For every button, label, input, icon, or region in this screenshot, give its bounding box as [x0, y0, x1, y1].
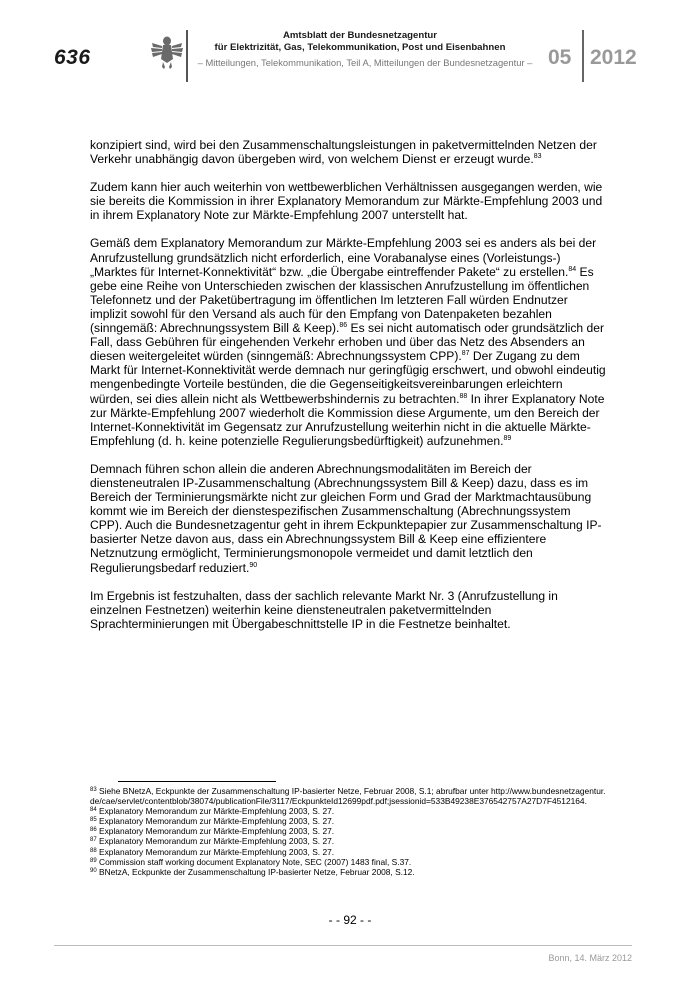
footnote-number: 89 — [90, 857, 97, 864]
footnote — [90, 836, 610, 846]
footnote-text: Explanatory Memorandum zur Märkte-Empfehlung 2003, S. 27. — [96, 836, 335, 847]
footnote-number: 83 — [90, 787, 97, 793]
paragraph-3-text-5: In ihrer Explanatory Note zur Märkte-Empfehlung 2007 wiederholt die Kommission diese Argumente, um den Bereich der Internet-Konnektivität im Gegensatz zur Anrufzustellung weiterhin nicht in die aktuelle Märkte-Empfehlung (d. h. keine potenzielle Regulierungsbedürftigkeit) aufzunehmen. — [90, 391, 605, 448]
paragraph-1 — [90, 138, 606, 166]
issue-number: 05 — [548, 46, 572, 69]
main-text — [90, 138, 606, 645]
footnote — [90, 826, 610, 836]
publication-title-line2: für Elektrizität, Gas, Telekommunikation, Post und Eisenbahnen — [214, 42, 506, 53]
page-header — [0, 0, 700, 100]
footnote-ref-84: 84 — [568, 265, 577, 273]
paragraph-2: Zudem kann hier auch weiterhin von wettbewerblichen Verhältnissen ausgegangen werden, wie sie bereits die Kommission in ihrer Explanatory Memorandum zur Märkte-Empfehlung 2003 und in ihrem Explanatory Note zur Märkte-Empfehlung 2007 unterstellt hat. — [90, 180, 603, 223]
header-divider-left — [186, 30, 188, 82]
footnote-ref-83: 83 — [533, 153, 542, 161]
footnote-ref-88: 88 — [459, 392, 468, 400]
footnote-ref-87: 87 — [461, 350, 470, 358]
footnote-text: Explanatory Memorandum zur Märkte-Empfehlung 2003, S. 27. — [96, 826, 335, 837]
footnote-number: 85 — [90, 817, 97, 824]
paragraph-3 — [90, 236, 606, 447]
paragraph-1-text: konzipiert sind, wird bei den Zusammenschaltungsleistungen in paketvermittelnden Netzen der Verkehr unabhängig davon übergeben wird, von welchem Dienst er erzeugt wurde. — [90, 138, 597, 167]
publication-title-line1: Amtsblatt der Bundesnetzagentur — [282, 30, 438, 41]
paragraph-4-text: Demnach führen schon allein die anderen Abrechnungsmodalitäten im Bereich der diensteneutralen IP-Zusammenschaltung (Abrechnungssystem Bill & Keep) dazu, dass es im Bereich der Terminierungsmärkte nicht zur gleichen Form und Grad der Marktmachtausübung kommt wie im Bereich der dienstespezifischen Zusammenschaltung (Abrechnungssystem CPP). Auch die Bundesnetzagentur geht in ihrem Eckpunktepapier zur Zusammenschaltung IP-basierter Netze davon aus, dass ein Abrechnungssystem Bill & Keep eine effizientere Netznutzung ermöglicht, Terminierungsmonopole vermeidet und damit letztlich den Regulierungsbedarf reduziert. — [90, 461, 602, 575]
footnote — [90, 847, 610, 857]
issue-year: 2012 — [590, 46, 637, 69]
paragraph-3-text-1: Gemäß dem Explanatory Memorandum zur Märkte-Empfehlung 2003 sei es anders als bei der Anrufzustellung grundsätzlich nicht erforderlich, eine Vorabanalyse eines (Vorleistungs-) „Marktes für Internet-Konnektivität“ bzw. „die Übergabe eintreffender Pakete“ zu erstellen. — [90, 236, 597, 279]
footnote — [90, 816, 610, 826]
paragraph-3-text-3: Es sei nicht automatisch oder grundsätzlich der Fall, dass Gebühren für eingehenden Verkehr erhoben und über das Netz des Absenders an diesen weitergeleitet würden (sinngemäß: Abrechnungssystem CPP). — [90, 321, 604, 364]
footnote-text: Explanatory Memorandum zur Märkte-Empfehlung 2003, S. 27. — [96, 816, 335, 827]
paragraph-4 — [90, 462, 606, 575]
footnote-text: Explanatory Memorandum zur Märkte-Empfehlung 2003, S. 27. — [96, 846, 335, 857]
footnotes — [90, 786, 610, 877]
footnote-text: Explanatory Memorandum zur Märkte-Empfehlung 2003, S. 27. — [96, 806, 335, 817]
paragraph-3-text-2: Es gebe eine Reihe von Unterschieden zwischen der klassischen Anrufzustellung im öffentlichen Telefonnetz und der Paketübertragung im öffentlichen Im letzteren Fall würden Endnutzer implizit sowohl für den Versand als auch für den Empfang von Datenpaketen bezahlen (sinngemäß: Abrechnungssystem Bill & Keep). — [90, 264, 594, 336]
footnote — [90, 786, 610, 806]
footnote-number: 84 — [90, 807, 97, 814]
footnote-number: 88 — [90, 847, 97, 854]
footnote-number: 87 — [90, 837, 97, 844]
inner-page-number: - - 92 - - — [328, 913, 372, 927]
publication-date: Bonn, 14. März 2012 — [548, 953, 632, 963]
footnote-text: BNetzA, Eckpunkte der Zusammenschaltung IP-basierter Netze, Februar 2008, S.12. — [96, 866, 415, 877]
publication-title — [190, 30, 530, 54]
page-number: 636 — [54, 46, 91, 69]
footnote — [90, 867, 610, 877]
footnote-ref-86: 86 — [339, 322, 348, 330]
footnote-separator — [118, 781, 276, 782]
footnote — [90, 806, 610, 816]
header-divider-right — [582, 30, 584, 82]
publication-subtitle: – Mitteilungen, Telekommunikation, Teil A, Mitteilungen der Bundesnetzagentur – — [197, 57, 533, 68]
footer-divider — [54, 945, 632, 946]
footnote-text: Siehe BNetzA, Eckpunkte der Zusammenschaltung IP-basierter Netze, Februar 2008, S.1; abrufbar unter http://www.bundesnetzagentur.de/cae/servlet/contentblob/38074/publicationFile/3117/EckpunkteId12699pdf.pdf;jsessionid=533B49238E376542757A27D7F4512164. — [90, 786, 606, 807]
footnote — [90, 857, 610, 867]
footnote-text: Commission staff working document Explanatory Note, SEC (2007) 1483 final, S.37. — [96, 856, 412, 867]
paragraph-5: Im Ergebnis ist festzuhalten, dass der sachlich relevante Markt Nr. 3 (Anrufzustellung in einzelnen Festnetzen) weiterhin keine diensteneutralen paketvermittelnden Sprachterminierungen mit Übergabeschnittstelle IP in die Festnetze beinhaltet. — [90, 588, 558, 631]
paragraph-3-text-4: Der Zugang zu dem Markt für Internet-Konnektivität werde demnach nur geringfügig erschwert, und obwohl eindeutig mengenbedingte Vorteile bestünden, die die Gegenseitigkeitsvereinbarungen erleichtern würden, sei dies allein nicht als Wettbewerbshindernis zu betrachten. — [90, 349, 606, 406]
footnote-ref-90: 90 — [249, 561, 258, 569]
federal-eagle-icon — [150, 33, 184, 69]
footnote-ref-89: 89 — [503, 434, 512, 442]
footnote-number: 90 — [90, 867, 97, 874]
footnote-number: 86 — [90, 827, 97, 834]
